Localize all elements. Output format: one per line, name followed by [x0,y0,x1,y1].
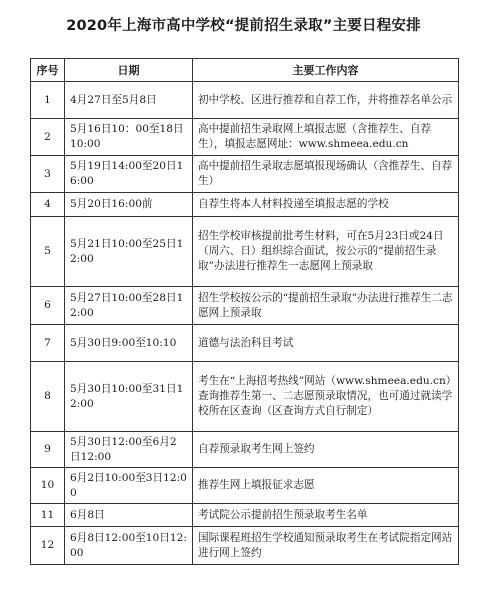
table-row [31,217,459,287]
row-content: 考生在“上海招考热线”网站（www.shmeea.edu.cn）查询推荐生第一、二志愿预录取情况，也可通过就读学校所在区查询（区查询方式自行制定） [193,362,459,432]
row-seq: 11 [31,504,65,527]
table-row [31,362,459,432]
row-date: 5月21日10:00至25日12:00 [65,217,193,287]
row-content: 推荐生网上填报征求志愿 [193,468,459,504]
table-row [31,325,459,362]
header-seq: 序号 [31,59,65,82]
row-date: 5月30日9:00至10:10 [65,325,193,362]
row-date: 5月16日10：00至18日10:00 [65,119,193,156]
row-date: 4月27日至5月8日 [65,82,193,119]
row-seq: 7 [31,325,65,362]
row-date: 6月8日 [65,504,193,527]
row-date: 6月2日10:00至3日12:00 [65,468,193,504]
table-row [31,119,459,156]
row-seq: 3 [31,156,65,193]
row-seq: 6 [31,287,65,325]
row-seq: 10 [31,468,65,504]
header-date: 日期 [65,59,193,82]
row-seq: 1 [31,82,65,119]
table-row [31,468,459,504]
table-header-row [31,59,459,82]
table-row [31,156,459,193]
row-content: 道德与法治科目考试 [193,325,459,362]
row-seq: 12 [31,527,65,565]
row-date: 5月20日16:00前 [65,193,193,217]
document-title: 2020年上海市高中学校“提前招生录取”主要日程安排 [66,18,421,34]
table-row [31,193,459,217]
row-content: 初中学校、区进行推荐和自荐工作，并将推荐名单公示 [193,82,459,119]
row-content: 国际课程班招生学校通知预录取考生在考试院指定网站进行网上签约 [193,527,459,565]
row-date: 6月8日12:00至10日12:00 [65,527,193,565]
table-row [31,432,459,468]
table-row [31,504,459,527]
table-row [31,527,459,565]
table-row [31,82,459,119]
row-content: 招生学校按公示的“提前招生录取”办法进行推荐生二志愿网上预录取 [193,287,459,325]
row-content: 考试院公示提前招生预录取考生名单 [193,504,459,527]
row-date: 5月30日10:00至31日12:00 [65,362,193,432]
row-seq: 8 [31,362,65,432]
row-seq: 4 [31,193,65,217]
row-content: 自荐生将本人材料投递至填报志愿的学校 [193,193,459,217]
header-content: 主要工作内容 [193,59,459,82]
row-content: 高中提前招生录取志愿填报现场确认（含推荐生、自荐生） [193,156,459,193]
row-date: 5月30日12:00至6月2日12:00 [65,432,193,468]
table-row [31,287,459,325]
row-content: 自荐预录取考生网上签约 [193,432,459,468]
row-content: 高中提前招生录取网上填报志愿（含推荐生、自荐生），填报志愿网址：www.shmeea.edu.cn [193,119,459,156]
row-content: 招生学校审核提前批考生材料，可在5月23日或24日（周六、日）组织综合面试，按公示的“提前招生录取”办法进行推荐生一志愿网上预录取 [193,217,459,287]
schedule-table [30,58,459,565]
row-date: 5月19日14:00至20日16:00 [65,156,193,193]
row-seq: 9 [31,432,65,468]
row-date: 5月27日10:00至28日12:00 [65,287,193,325]
row-seq: 5 [31,217,65,287]
row-seq: 2 [31,119,65,156]
